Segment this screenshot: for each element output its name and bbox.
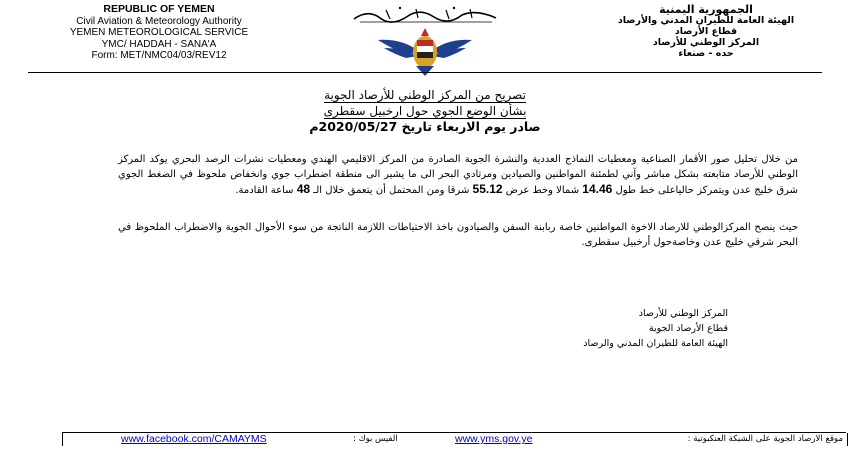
- header-ar-authority: الهيئة العامة للطيران المدني والأرصاد: [617, 15, 795, 26]
- statement-date: صادر يوم الاربعاء تاريخ 2020/05/27م: [309, 119, 541, 134]
- footer-bar: [62, 433, 848, 446]
- p1-text-d: ساعة القادمة.: [235, 185, 294, 196]
- facebook-link[interactable]: www.facebook.com/CAMAYMS: [121, 433, 267, 445]
- header-en-authority: Civil Aviation & Meteorology Authority: [76, 15, 242, 27]
- header-ar-sector: قطاع الأرصاد: [674, 26, 738, 37]
- title-line-2: بشأن الوضع الجوي حول ارخبيل سقطرى: [323, 104, 527, 118]
- header-divider: [28, 72, 822, 73]
- signature-authority: الهيئة العامة للطيران المدني والرصاد: [583, 338, 728, 349]
- hours-value: 48: [296, 182, 311, 196]
- p1-text-a: من خلال تحليل صور الأقمار الصناعية ومعطيات النماذج العددية والنشرة الجوية الصادرة من المركز الاقليمي الهندي ومعطيات نشرات الرصد البحري يوكد المركز الوطني للأرصاد متابعته بشكل مباشر وآني لطمئنة المواطنين والصيادين ومرتادي البحر الى ما يشير الى منطقة اضطراب جوي وانخفاض ملحوظ في الضغط الجوي شرق خليج عدن ويتمركز حالياعلى خط طول: [118, 154, 798, 196]
- statement-title: [200, 88, 650, 102]
- header-ar-country: الجمهورية اليمنية: [659, 3, 753, 16]
- body-paragraph-1: [118, 152, 798, 198]
- body-paragraph-2: حيث ينصح المركزالوطني للارصاد الاخوة المواطنين خاصة ربابنة السفن والصيادون باخذ الاحتياطات اللازمة الناتجة من سوء الأحوال الجوية والاضطراب الملحوظ في البحر شرقي خليج عدن وخاصةحول أرخبيل سقطرى.: [118, 222, 798, 248]
- website-link[interactable]: www.yms.gov.ye: [455, 433, 533, 445]
- p1-text-b: شمالا وخط عرض: [505, 185, 580, 196]
- statement-subject: [200, 104, 650, 118]
- arabic-letterhead: [586, 4, 826, 59]
- basmala-calligraphy-icon: [350, 4, 500, 26]
- header-ar-center: المركز الوطني للأرصاد: [652, 37, 760, 48]
- facebook-label: الفيس بوك :: [353, 434, 398, 444]
- signature-center: المركز الوطني للأرصاد: [638, 308, 728, 319]
- header-en-location: YMC/ HADDAH - SANA'A: [101, 38, 217, 50]
- header-en-service: YEMEN METEOROLOGICAL SERVICE: [69, 27, 249, 38]
- p1-text-c: شرقا ومن المحتمل أن يتعمق خلال الـ: [313, 185, 470, 196]
- signature-block: [548, 306, 728, 351]
- longitude-value: 14.46: [582, 182, 613, 196]
- website-label: موقع الارصاد الجوية على الشبكة العنكبوتية :: [687, 434, 843, 444]
- header-en-form: Form: MET/NMC04/03/REV12: [91, 50, 227, 61]
- header-en-country: REPUBLIC OF YEMEN: [103, 3, 215, 15]
- title-line-1: تصريح من المركز الوطني للأرصاد الجوية: [324, 88, 526, 102]
- header-ar-location: حده - صنعاء: [678, 48, 734, 59]
- signature-sector: قطاع الأرصاد الجوية: [648, 323, 728, 334]
- english-letterhead: [44, 4, 274, 62]
- latitude-value: 55.12: [472, 182, 503, 196]
- authority-logo-icon: [376, 26, 474, 78]
